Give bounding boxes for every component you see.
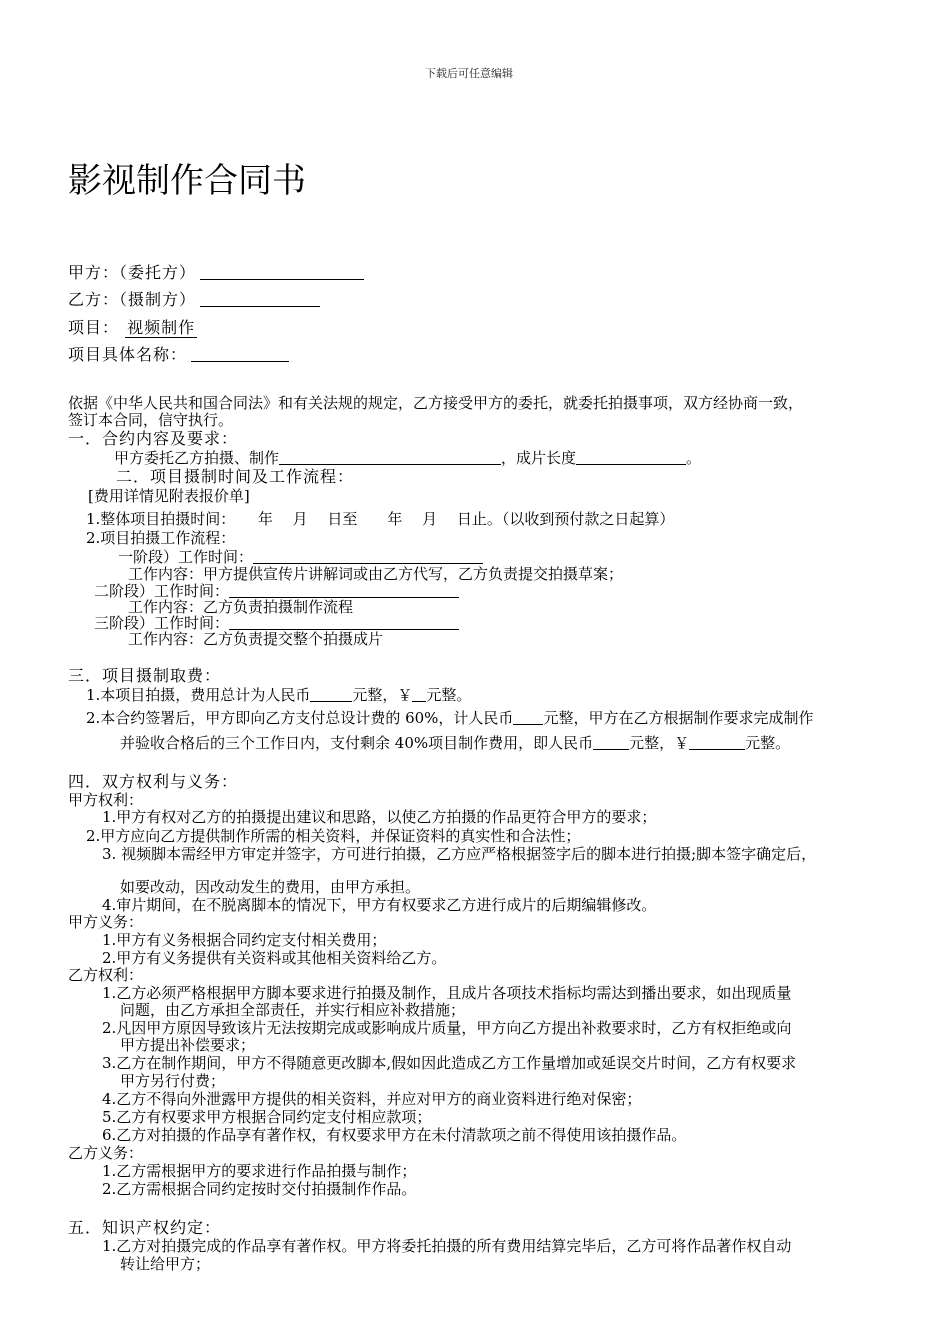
party-a-line: [68, 265, 364, 281]
s5-item-1-line-1: 1.乙方对拍摄完成的作品享有著作权。甲方将委托拍摄的所有费用结算完毕后，乙方可将作品著作权自动: [102, 1237, 792, 1255]
project-value: 视频制作: [127, 318, 196, 337]
s1-content-blank[interactable]: [279, 450, 501, 465]
party-a-blank[interactable]: [200, 265, 364, 280]
s4-b-right-5: 5.乙方有权要求甲方根据合同约定支付相应款项；: [102, 1108, 432, 1126]
section-1-heading: 一．合约内容及要求：: [68, 429, 239, 448]
s4-b-right-1-line-1: 1.乙方必须严格根据甲方脚本要求进行拍摄及制作，且成片各项技术指标均需达到播出要求，如出现质量: [102, 984, 792, 1002]
s4-a-duty-1: 1.甲方有义务根据合同约定支付相关费用；: [102, 931, 387, 949]
s3-item-2-d: 元整，￥: [629, 734, 690, 752]
s2-phase-1-content: 工作内容：甲方提供宣传片讲解词或由乙方代写，乙方负责提交拍摄草案；: [128, 565, 624, 583]
party-b-blank[interactable]: [200, 292, 320, 307]
intro-line-2: 签订本合同，信守执行。: [68, 411, 234, 429]
party-b-label: 乙方：（摄制方）: [68, 290, 197, 309]
project-name-label: 项目具体名称：: [68, 345, 188, 364]
s3-item-1-c: 元整。: [426, 686, 472, 704]
s4-b-right-6: 6.乙方对拍摄的作品享有著作权，有权要求甲方在未付清款项之前不得使用该拍摄作品。: [102, 1126, 687, 1144]
s4-b-rights-label: 乙方权利：: [68, 966, 144, 984]
section-5-heading: 五．知识产权约定：: [68, 1218, 222, 1237]
document-title: 影视制作合同书: [68, 161, 306, 201]
s4-b-right-4: 4.乙方不得向外泄露甲方提供的相关资料，并应对甲方的商业资料进行绝对保密；: [102, 1090, 642, 1108]
s3-item-2-line-1: [86, 710, 813, 726]
party-b-line: [68, 292, 320, 308]
s3-advance-blank[interactable]: [513, 710, 543, 725]
s4-b-duty-1: 1.乙方需根据甲方的要求进行作品拍摄与制作；: [102, 1162, 417, 1180]
s3-item-2-b: 元整，甲方在乙方根据制作要求完成制作: [543, 709, 814, 727]
section-2-heading: 二．项目摄制时间及工作流程：: [116, 467, 355, 486]
project-line: [68, 320, 197, 336]
header-note: 下载后可任意编辑: [425, 67, 513, 80]
s3-balance-rmb-blank[interactable]: [593, 735, 629, 750]
s4-a-duty-2: 2.甲方有义务提供有关资料或其他相关资料给乙方。: [102, 949, 447, 967]
s4-a-rights-label: 甲方权利：: [68, 791, 144, 809]
s3-item-2-a: 2.本合约签署后，甲方即向乙方支付总设计费的 60%，计人民币: [86, 709, 514, 727]
s4-b-right-3-line-2: 甲方另行付费；: [120, 1072, 226, 1090]
s2-phase-2-content: 工作内容：乙方负责拍摄制作流程: [128, 598, 354, 616]
s4-b-right-2-line-2: 甲方提出补偿要求；: [120, 1036, 256, 1054]
s3-total-rmb-blank[interactable]: [310, 687, 352, 702]
s3-item-2-e: 元整。: [745, 734, 791, 752]
s3-item-1-b: 元整，￥: [352, 686, 413, 704]
s2-phase-2-time-blank[interactable]: [229, 583, 459, 598]
s2-note: [费用详情见附表报价单]: [88, 487, 250, 505]
project-name-blank[interactable]: [191, 347, 289, 362]
s4-b-right-3-line-1: 3.乙方在制作期间，甲方不得随意更改脚本,假如因此造成乙方工作量增加或延误交片时间，乙方有权要求: [102, 1054, 797, 1072]
s3-item-1: [86, 687, 471, 703]
s2-phase-1-time-label: 一阶段）工作时间：: [118, 548, 254, 566]
s3-total-yen-blank[interactable]: [412, 687, 426, 702]
s4-a-right-2: 2.甲方应向乙方提供制作所需的相关资料，并保证资料的真实性和合法性；: [86, 827, 581, 845]
s3-balance-yen-blank[interactable]: [689, 735, 745, 750]
s1-line-pre: 甲方委托乙方拍摄、制作: [114, 449, 280, 467]
s3-item-2-c: 并验收合格后的三个工作日内，支付剩余 40%项目制作费用，即人民币: [120, 734, 594, 752]
s1-length-blank[interactable]: [576, 450, 686, 465]
s4-a-right-1: 1.甲方有权对乙方的拍摄提出建议和思路，以使乙方拍摄的作品更符合甲方的要求；: [102, 808, 657, 826]
intro-line-1: 依据《中华人民共和国合同法》和有关法规的规定，乙方接受甲方的委托，就委托拍摄事项，双方经协商一致，: [68, 394, 804, 412]
s2-phase-3-time: [94, 615, 459, 631]
project-name-line: [68, 347, 289, 363]
s4-b-right-2-line-1: 2.凡因甲方原因导致该片无法按期完成或影响成片质量，甲方向乙方提出补救要求时，乙方有权拒绝或向: [102, 1019, 792, 1037]
s1-line-mid: ，成片长度: [501, 449, 577, 467]
s2-phase-3-time-blank[interactable]: [229, 615, 459, 630]
s2-phase-3-content: 工作内容：乙方负责提交整个拍摄成片: [128, 630, 384, 648]
s4-a-duties-label: 甲方义务：: [68, 913, 144, 931]
s2-phase-3-time-label: 三阶段）工作时间：: [94, 614, 230, 632]
s5-item-1-line-2: 转让给甲方；: [120, 1255, 211, 1273]
s4-a-right-3-line-1: 3. 视频脚本需经甲方审定并签字，方可进行拍摄，乙方应严格根据签字后的脚本进行拍摄;脚本签字确定后，: [102, 845, 817, 863]
s2-item-1: 1.整体项目拍摄时间： 年 月 日至 年 月 日止。（以收到预付款之日起算）: [86, 510, 675, 528]
s4-a-right-3-line-2: 如要改动，因改动发生的费用，由甲方承担。: [120, 878, 421, 896]
s3-item-2-line-2: [120, 735, 790, 751]
s4-b-duties-label: 乙方义务：: [68, 1144, 144, 1162]
s4-b-right-1-line-2: 问题，由乙方承担全部责任，并实行相应补救措施；: [120, 1001, 466, 1019]
s2-phase-2-time-label: 二阶段）工作时间：: [94, 582, 230, 600]
s2-phase-1-time: [118, 549, 483, 565]
s2-phase-2-time: [94, 583, 459, 599]
s3-item-1-a: 1.本项目拍摄，费用总计为人民币: [86, 686, 311, 704]
project-label: 项目：: [68, 318, 120, 337]
s2-item-2: 2.项目拍摄工作流程：: [86, 529, 236, 547]
s2-phase-1-time-blank[interactable]: [253, 549, 483, 564]
party-a-label: 甲方：（委托方）: [68, 263, 197, 282]
section-3-heading: 三．项目摄制取费：: [68, 666, 222, 685]
s1-line-end: 。: [686, 449, 702, 467]
section-4-heading: 四．双方权利与义务：: [68, 772, 239, 791]
s1-line: [114, 450, 701, 466]
s4-a-right-4: 4.审片期间，在不脱离脚本的情况下，甲方有权要求乙方进行成片的后期编辑修改。: [102, 896, 657, 914]
s4-b-duty-2: 2.乙方需根据合同约定按时交付拍摄制作作品。: [102, 1180, 417, 1198]
